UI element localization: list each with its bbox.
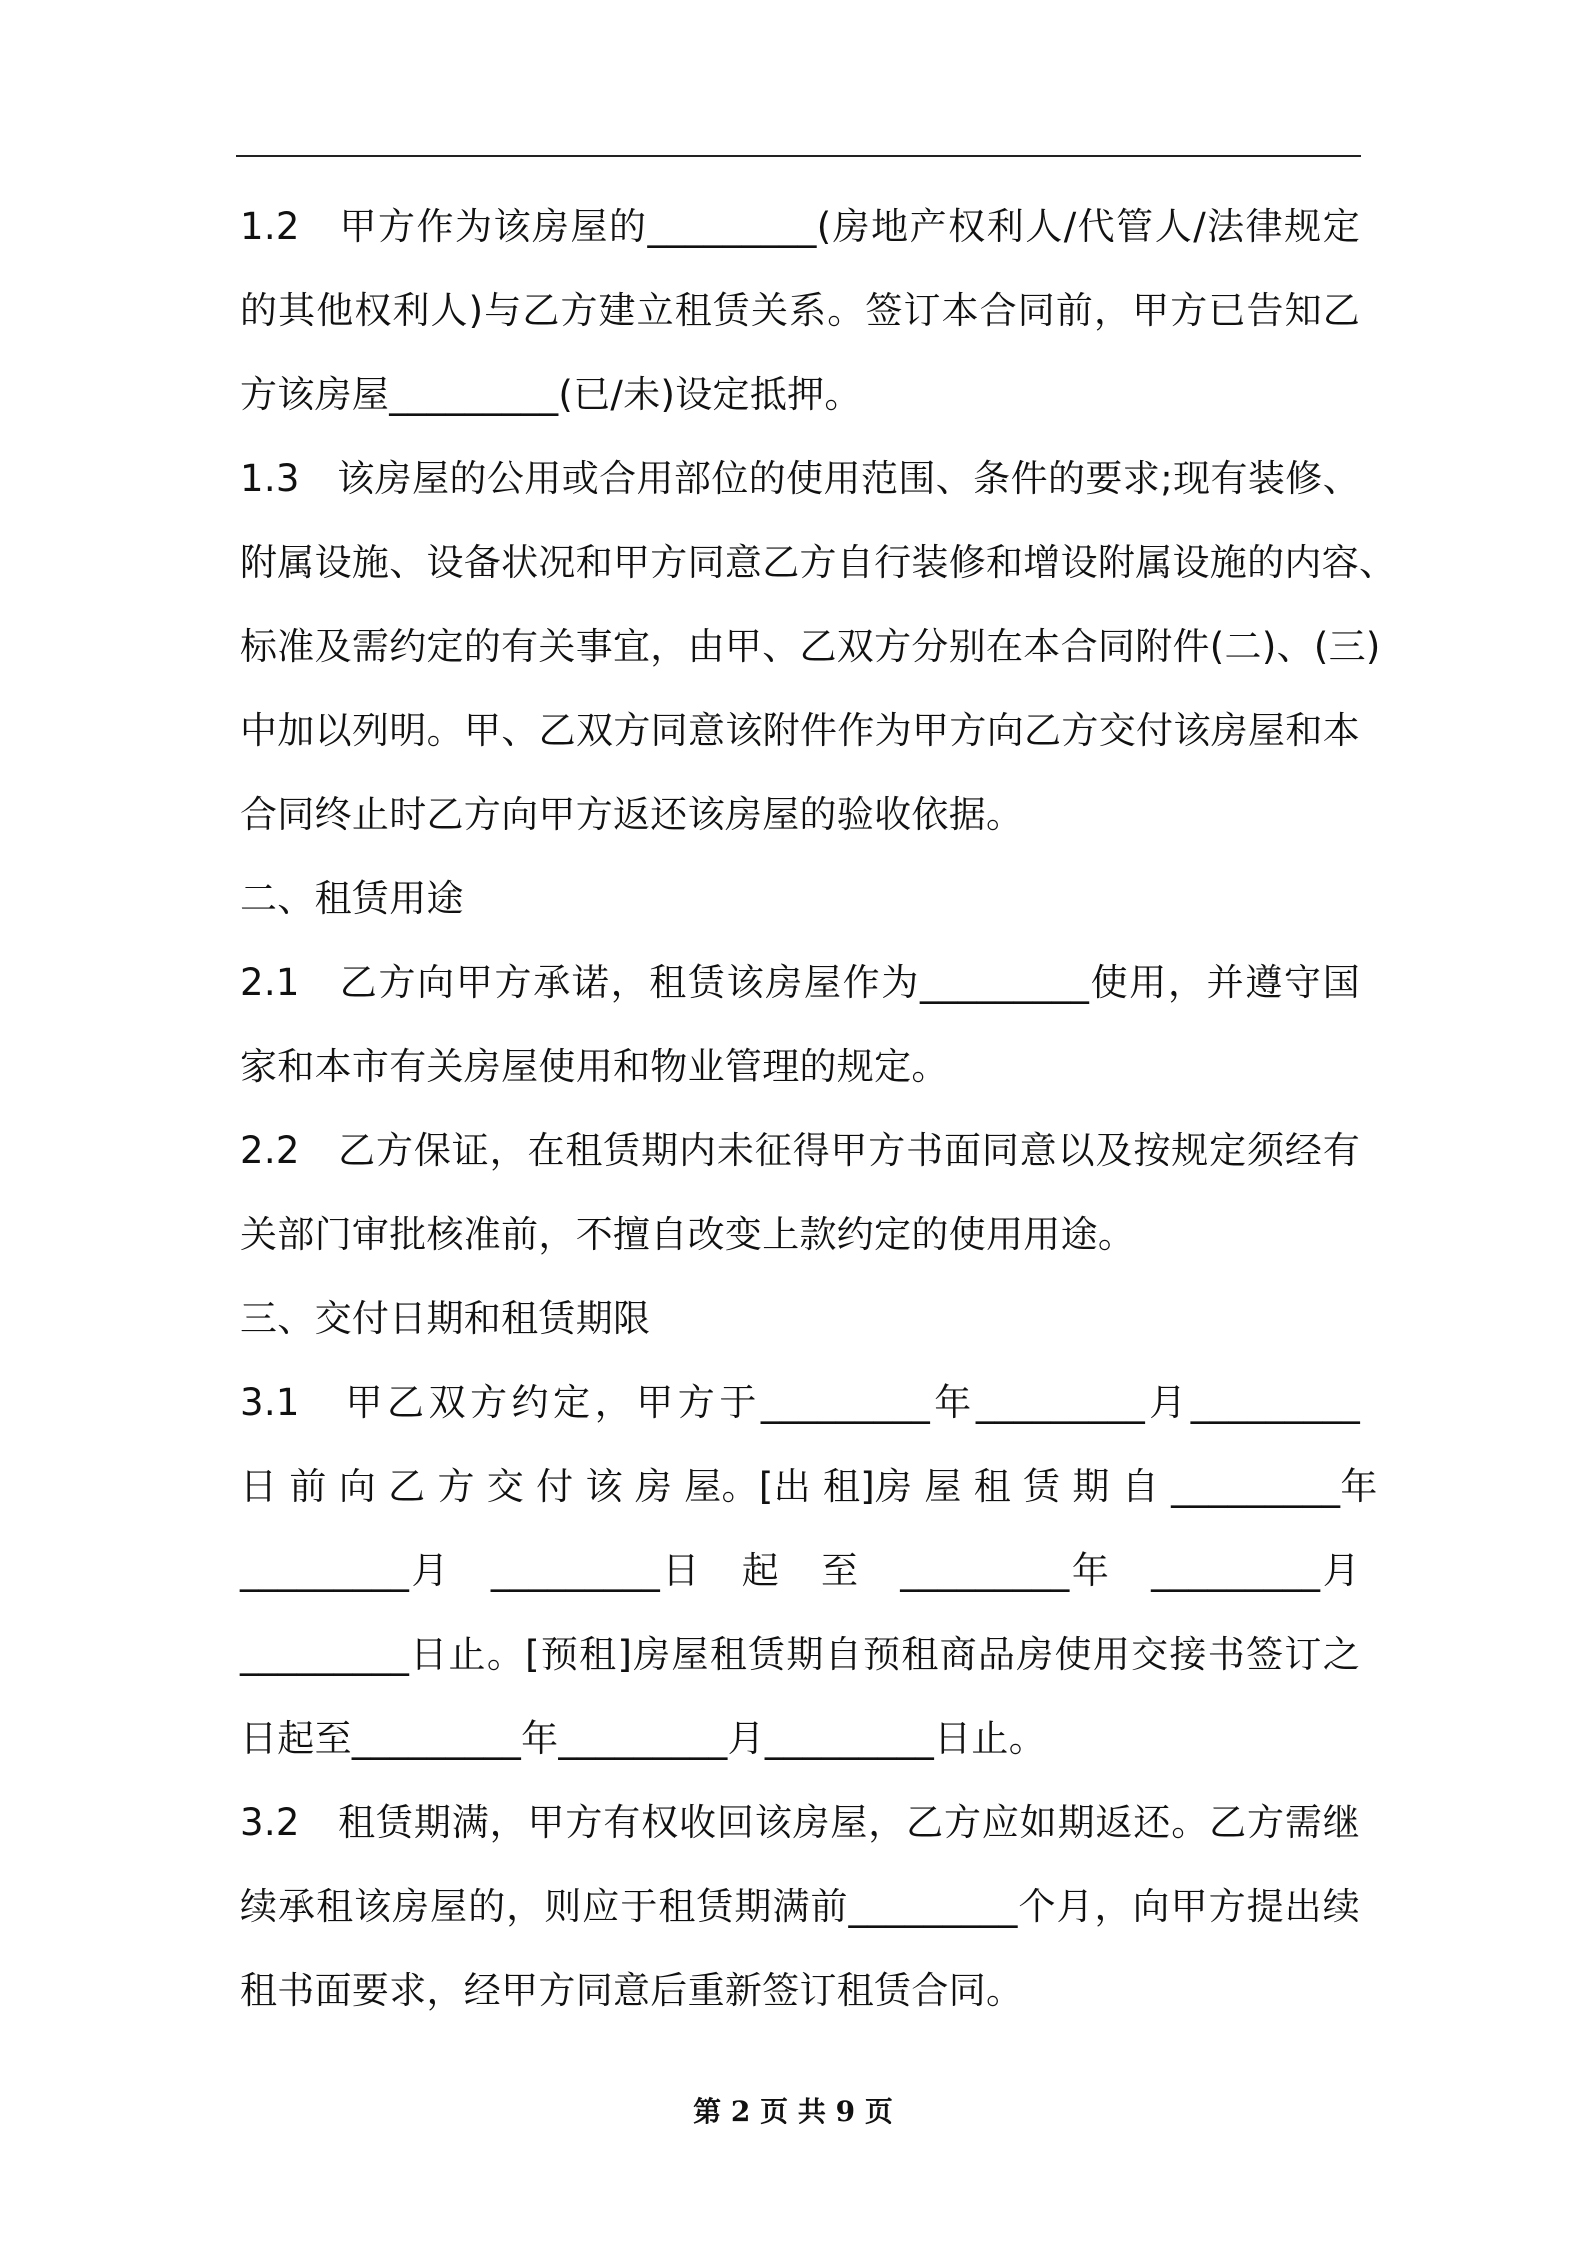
text-line: 家和本市有关房屋使用和物业管理的规定。 — [240, 1045, 949, 1088]
section-heading: 二、租赁用途 — [240, 877, 464, 920]
text-line: 1.2 甲方作为该房屋的_________(房地产权利人/代管人/法律规定 — [240, 205, 1360, 248]
text-line: 日起至_________年_________月_________日止。 — [240, 1717, 1046, 1760]
text-line: 合同终止时乙方向甲方返还该房屋的验收依据。 — [240, 793, 1024, 836]
text-line: 中加以列明。甲、乙双方同意该附件作为甲方向乙方交付该房屋和本 — [240, 709, 1360, 752]
text-line: 3.1 甲乙双方约定，甲方于_________年_________月_________ — [240, 1381, 1360, 1424]
text-line: 关部门审批核准前，不擅自改变上款约定的使用用途。 — [240, 1213, 1136, 1256]
text-line: 1.3 该房屋的公用或合用部位的使用范围、条件的要求;现有装修、 — [240, 457, 1360, 500]
text-line: _________日止。[预租]房屋租赁期自预租商品房使用交接书签订之 — [240, 1633, 1360, 1676]
text-line: 的其他权利人)与乙方建立租赁关系。签订本合同前，甲方已告知乙 — [240, 289, 1360, 332]
text-line: 2.1 乙方向甲方承诺，租赁该房屋作为_________使用，并遵守国 — [240, 961, 1360, 1004]
page-number: 第 2 页 共 9 页 — [693, 2095, 893, 2128]
section-heading: 三、交付日期和租赁期限 — [240, 1297, 651, 1340]
text-line: 续承租该房屋的，则应于租赁期满前_________个月，向甲方提出续 — [240, 1885, 1360, 1928]
text-line: 方该房屋_________(已/未)设定抵押。 — [240, 373, 862, 416]
text-line: 标准及需约定的有关事宜，由甲、乙双方分别在本合同附件(二)、(三) — [240, 625, 1381, 668]
header-rule — [236, 155, 1361, 157]
text-line: 3.2 租赁期满，甲方有权收回该房屋，乙方应如期返还。乙方需继 — [240, 1801, 1360, 1844]
text-line: _________月 _________日 起 至 _________年 _________月 — [240, 1549, 1360, 1592]
text-line: 日 前 向 乙 方 交 付 该 房 屋。[出 租]房 屋 租 赁 期 自 _________年 — [240, 1465, 1378, 1508]
text-line: 2.2 乙方保证，在租赁期内未征得甲方书面同意以及按规定须经有 — [240, 1129, 1360, 1172]
text-line: 租书面要求，经甲方同意后重新签订租赁合同。 — [240, 1969, 1024, 2012]
text-line: 附属设施、设备状况和甲方同意乙方自行装修和增设附属设施的内容、 — [240, 541, 1397, 584]
